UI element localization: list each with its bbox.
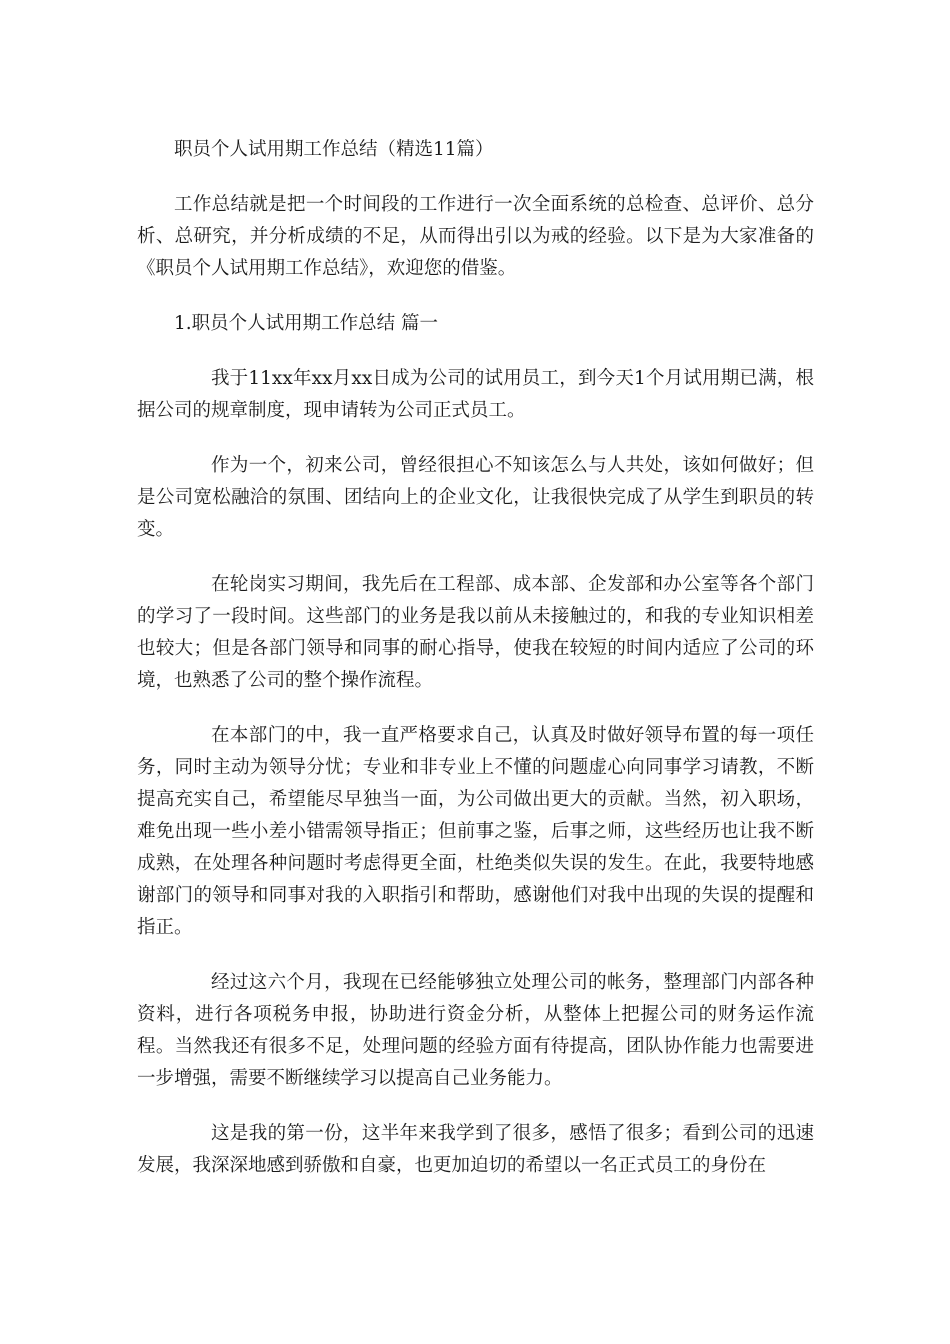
body-paragraph-3: 在轮岗实习期间，我先后在工程部、成本部、企发部和办公室等各个部门的学习了一段时间。这些部门的业务是我以前从未接触过的，和我的专业知识相差也较大；但是各部门领导和同事的耐心指导，使我在较短的时间内适应了公司的环境，也熟悉了公司的整个操作流程。 xyxy=(137,574,814,691)
body-paragraph-1: 我于11xx年xx月xx日成为公司的试用员工，到今天1个月试用期已满，根据公司的规章制度，现申请转为公司正式员工。 xyxy=(137,368,814,421)
document-body xyxy=(137,134,814,1205)
section-heading: 1.职员个人试用期工作总结 篇一 xyxy=(174,313,439,334)
document-title: 职员个人试用期工作总结（精选11篇） xyxy=(174,139,494,160)
body-paragraph-4: 在本部门的中，我一直严格要求自己，认真及时做好领导布置的每一项任务，同时主动为领导分忧；专业和非专业上不懂的问题虚心向同事学习请教，不断提高充实自己，希望能尽早独当一面，为公司做出更大的贡献。当然，初入职场，难免出现一些小差小错需领导指正；但前事之鉴，后事之师，这些经历也让我不断成熟，在处理各种问题时考虑得更全面，杜绝类似失误的发生。在此，我要特地感谢部门的领导和同事对我的入职指引和帮助，感谢他们对我中出现的失误的提醒和指正。 xyxy=(137,725,814,938)
body-paragraph-2: 作为一个，初来公司，曾经很担心不知该怎么与人共处，该如何做好；但是公司宽松融洽的氛围、团结向上的企业文化，让我很快完成了从学生到职员的转变。 xyxy=(137,455,814,540)
intro-paragraph: 工作总结就是把一个时间段的工作进行一次全面系统的总检查、总评价、总分析、总研究，并分析成绩的不足，从而得出引以为戒的经验。以下是为大家准备的《职员个人试用期工作总结》，欢迎您的借鉴。 xyxy=(137,194,814,279)
body-paragraph-5: 经过这六个月，我现在已经能够独立处理公司的帐务，整理部门内部各种资料，进行各项税务申报，协助进行资金分析，从整体上把握公司的财务运作流程。当然我还有很多不足，处理问题的经验方面有待提高，团队协作能力也需要进一步增强，需要不断继续学习以提高自己业务能力。 xyxy=(137,972,814,1089)
body-paragraph-6: 这是我的第一份，这半年来我学到了很多，感悟了很多；看到公司的迅速发展，我深深地感到骄傲和自豪，也更加迫切的希望以一名正式员工的身份在 xyxy=(137,1123,814,1176)
